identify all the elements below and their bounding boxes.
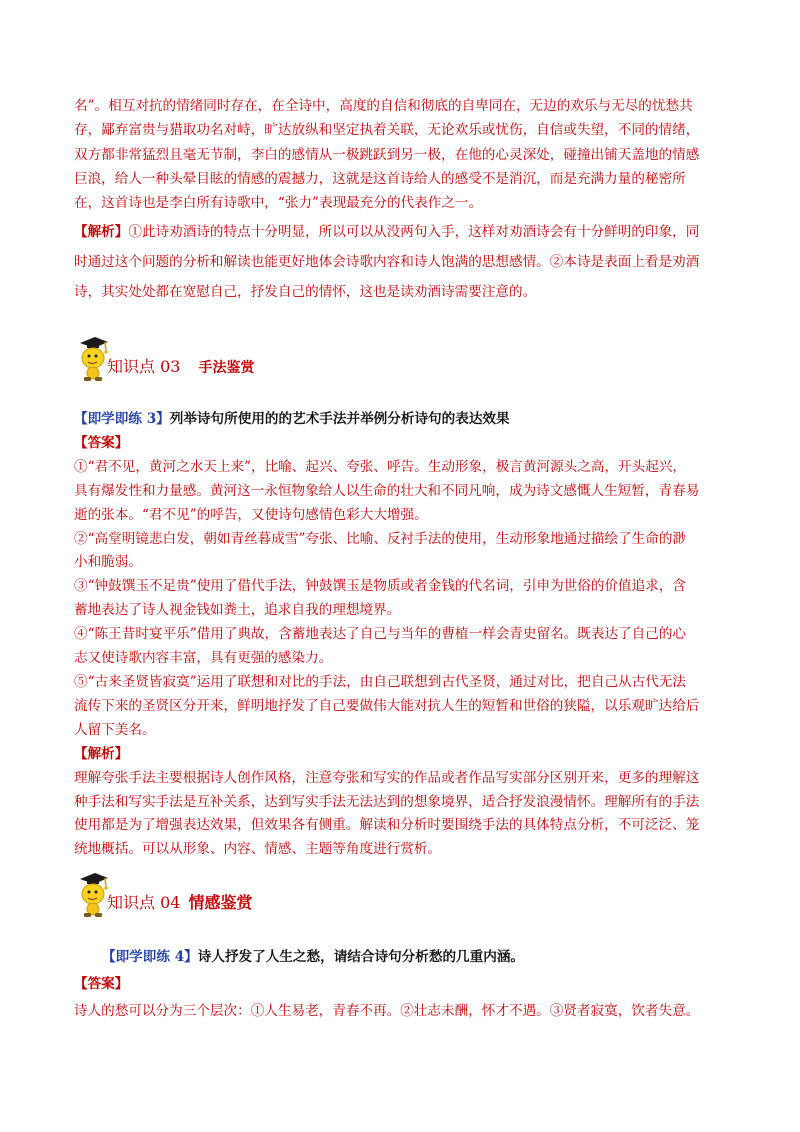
answer-line: 志又使诗歌内容丰富，具有更强的感染力。 [74,650,333,667]
scholar-mascot-icon [74,870,108,918]
text-line: 双方都非常猛烈且毫无节制，李白的感情从一极跳跃到另一极，在他的心灵深处，碰撞出铺天盖地的情感 [74,146,700,163]
question-line [74,944,734,971]
text-line: 时通过这个问题的分析和解读也能更好地体会诗歌内容和诗人饱满的思想感情。②本诗是表面上看是劝酒 [74,254,700,270]
practice-4 [74,944,734,1025]
text-line: 巨浪，给人一种头晕目眩的情感的震撼力，这就是这首诗给人的感受不是消沉，而是充满力量的秘密所 [74,170,686,187]
text-line: 存，鄙弃富贵与猎取功名对峙，旷达放纵和坚定执着关联，无论欢乐或忧伤，自信或失望，不同的情绪， [74,122,700,139]
practice-label: 【即学即练 3】 [74,411,170,427]
text-line: 名”。相互对抗的情绪同时存在，在全诗中，高度的自信和彻底的自卑同在，无边的欢乐与无尽的忧愁共 [74,98,693,114]
analysis-paragraph [74,94,734,215]
answer-line: 小和脆弱。 [74,554,142,571]
analysis-line: 理解夸张手法主要根据诗人创作风格，注意夸张和写实的作品或者作品写实部分区别开来，更多的理解这 [74,769,700,786]
section-subtitle: 手法鉴赏 [198,360,255,376]
answer-line: 人留下美名。 [74,721,156,738]
answer-line: ②“高堂明镜悲白发，朝如青丝暮成雪”夸张、比喻、反衬手法的使用，生动形象地通过描绘了生命的渺 [74,530,687,547]
analysis-label: 【解析】 [74,745,129,762]
section-heading-03 [74,334,374,384]
answer-line: ④“陈王昔时宴平乐”借用了典故，含蓄地表达了自己与当年的曹植一样会青史留名。既表达了自己的心 [74,626,687,643]
answer-line: ①“君不见，黄河之水天上来”，比喻、起兴、夸张、呼告。生动形象，极言黄河源头之高，开头起兴， [74,458,687,475]
answer-line: 蓄地表达了诗人视金钱如粪土，追求自我的理想境界。 [74,602,401,619]
text-line: 在，这首诗也是李白所有诗歌中，“张力”表现最充分的代表作之一。 [74,195,483,212]
question-line [74,408,734,432]
answer-line: ③“钟鼓馔玉不足贵”使用了借代手法，钟鼓馔玉是物质或者金钱的代名词，引申为世俗的价值追求，含 [74,578,687,595]
answer-line: 具有爆发性和力量感。黄河这一永恒物象给人以生命的壮大和不同凡响，成为诗文感慨人生短暂，青春易 [74,482,700,499]
answer-line: ⑤“古来圣贤皆寂寞”运用了联想和对比的手法，由自己联想到古代圣贤，通过对比，把自己从古代无法 [74,673,687,690]
explanation-paragraph [74,217,734,307]
analysis-line: 种手法和写实手法是互补关系，达到写实手法无法达到的想象境界，适合抒发浪漫情怀。理解所有的手法 [74,793,700,810]
explanation-label: 【解析】 [74,224,129,240]
analysis-line: 统地概括。可以从形象、内容、情感、主题等角度进行赏析。 [74,841,442,858]
section-subtitle: 情感鉴赏 [188,893,253,912]
text-line: 诗，其实处处都在宽慰自己，抒发自己的情怀，这也是读劝酒诗需要注意的。 [74,284,537,300]
section-title: 知识点 03 手法鉴赏 [107,357,255,376]
text-line: 【解析】①此诗劝酒诗的特点十分明显，所以可以从没两句入手，这样对劝酒诗会有十分鲜明的印象，同 [74,224,700,240]
scholar-mascot-icon [74,334,108,382]
answer-line: 逝的张本。“君不见”的呼告，又使诗句感情色彩大大增强。 [74,506,428,523]
section-heading-04 [74,870,374,920]
answer-label: 【答案】 [74,976,129,992]
practice-label: 【即学即练 4】 [102,949,198,965]
practice-3 [74,408,734,862]
section-title: 知识点 04 情感鉴赏 [107,893,253,912]
analysis-line: 使用都是为了增强表达效果，但效果各有侧重。解读和分析时要围绕手法的具体特点分析，不可泛泛、笼 [74,817,700,834]
question-text: 列举诗句所使用的的艺术手法并举例分析诗句的表达效果 [169,411,510,427]
question-text: 诗人抒发了人生之愁，请结合诗句分析愁的几重内涵。 [197,949,525,965]
answer-line: 流传下来的圣贤区分开来，鲜明地抒发了自己要做伟大能对抗人生的短暂和世俗的狭隘，以乐观旷达给后 [74,697,700,714]
answer-line: 诗人的愁可以分为三个层次：①人生易老，青春不再。②壮志未酬，怀才不遇。③贤者寂寞，饮者失意。 [74,1003,700,1019]
answer-label: 【答案】 [74,434,129,451]
